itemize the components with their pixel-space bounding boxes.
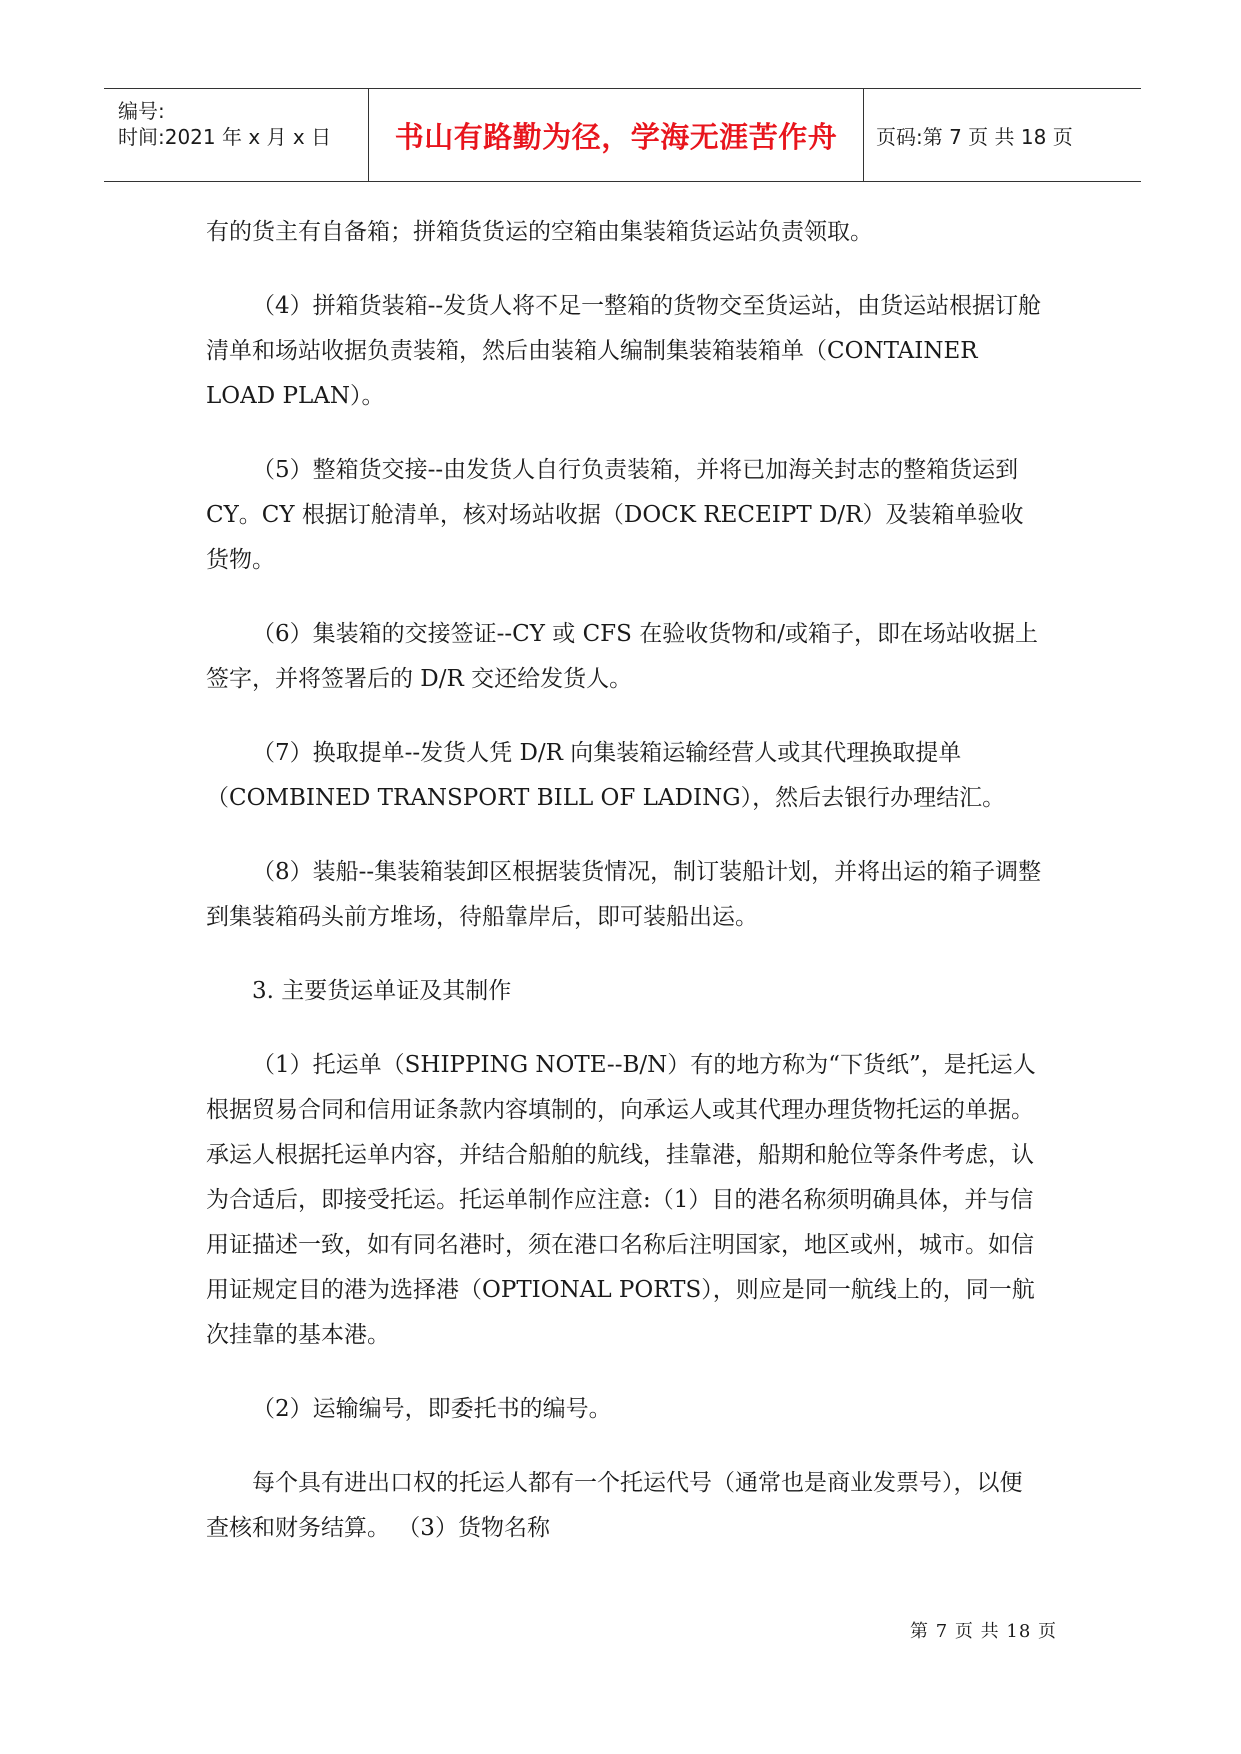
- paragraph: 有的货主有自备箱；拼箱货货运的空箱由集装箱货运站负责领取。: [206, 219, 873, 245]
- document-time-label: 时间:2021 年 x 月 x 日: [118, 125, 332, 149]
- paragraph: （5）整箱货交接--由发货人自行负责装箱，并将已加海关封志的整箱货运到 CY。CY 根据订舱清单，核对场站收据（DOCK RECEIPT D/R）及装箱单验收货物。: [206, 457, 1024, 573]
- section-heading: 3. 主要货运单证及其制作: [252, 978, 512, 1004]
- document-body: [206, 210, 1042, 1580]
- paragraph: （4）拼箱货装箱--发货人将不足一整箱的货物交至货运站，由货运站根据订舱清单和场站收据负责装箱，然后由装箱人编制集装箱装箱单（CONTAINER LOAD PLAN）。: [206, 293, 1042, 409]
- page-header: [104, 88, 1141, 182]
- header-info-cell: [104, 89, 369, 181]
- paragraph: （1）托运单（SHIPPING NOTE--B/N）有的地方称为“下货纸”，是托运人根据贸易合同和信用证条款内容填制的，向承运人或其代理办理货物托运的单据。承运人根据托运单内容，并结合船舶的航线，挂靠港，船期和舱位等条件考虑，认为合适后，即接受托运。托运单制作应注意:（1）目的港名称须明确具体，并与信用证描述一致，如有同名港时，须在港口名称后注明国家，地区或州，城市。如信用证规定目的港为选择港（OPTIONAL PORTS），则应是同一航线上的，同一航次挂靠的基本港。: [206, 1052, 1036, 1348]
- header-motto-cell: [369, 89, 864, 181]
- paragraph: 每个具有进出口权的托运人都有一个托运代号（通常也是商业发票号），以便查核和财务结算。 （3）货物名称: [206, 1470, 1023, 1541]
- header-page-code: 页码:第 7 页 共 18 页: [876, 124, 1073, 149]
- header-motto: 书山有路勤为径，学海无涯苦作舟: [394, 119, 838, 154]
- page-footer: 第 7 页 共 18 页: [910, 1621, 1057, 1642]
- paragraph: （6）集装箱的交接签证--CY 或 CFS 在验收货物和/或箱子，即在场站收据上签字，并将签署后的 D/R 交还给发货人。: [206, 621, 1038, 692]
- paragraph: （2）运输编号，即委托书的编号。: [252, 1396, 612, 1422]
- paragraph: （7）换取提单--发货人凭 D/R 向集装箱运输经营人或其代理换取提单（COMBINED TRANSPORT BILL OF LADING），然后去银行办理结汇。: [206, 740, 1006, 811]
- paragraph: （8）装船--集装箱装卸区根据装货情况，制订装船计划，并将出运的箱子调整到集装箱码头前方堆场，待船靠岸后，即可装船出运。: [206, 859, 1042, 930]
- header-page-cell: [864, 89, 1141, 181]
- document-code-label: 编号:: [118, 99, 165, 123]
